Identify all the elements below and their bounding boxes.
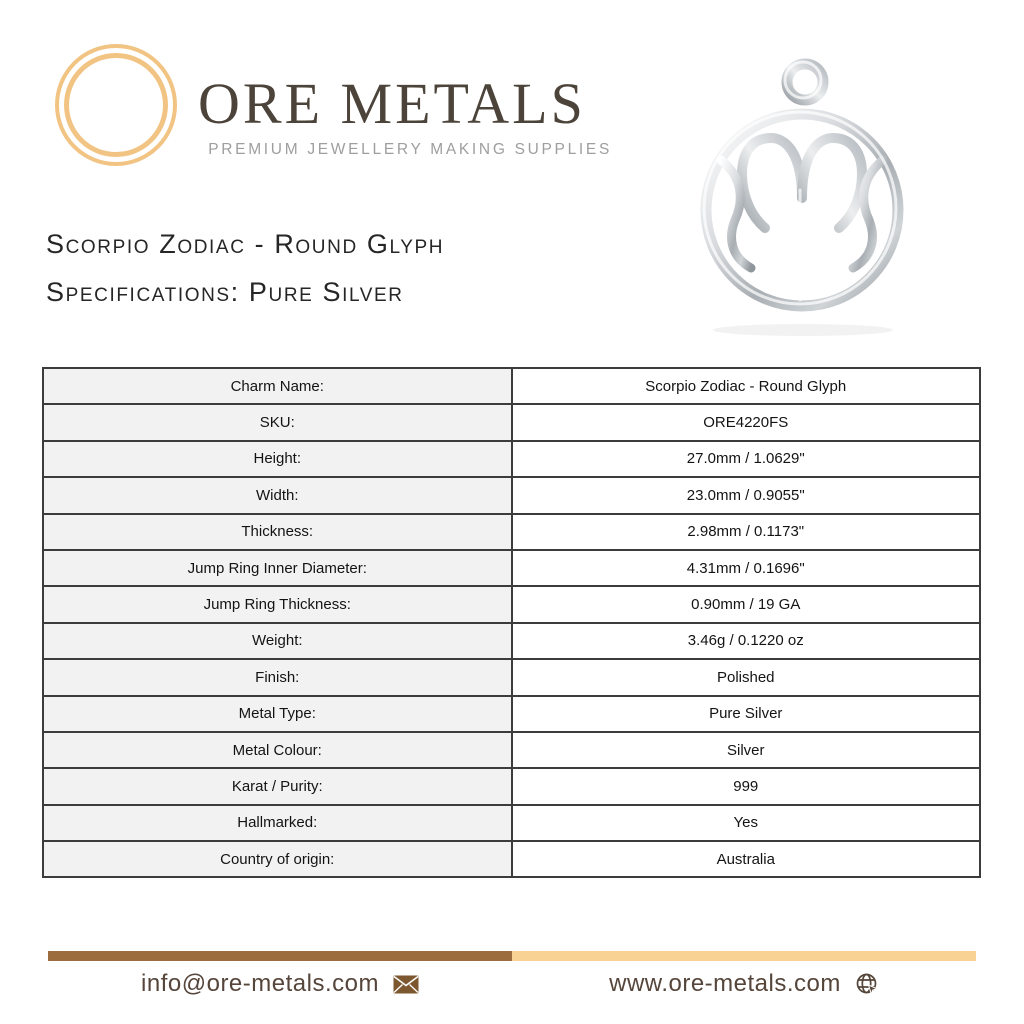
table-row (43, 441, 980, 477)
table-row (43, 404, 980, 440)
spec-label: Country of origin: (43, 841, 512, 877)
spec-value: 23.0mm / 0.9055" (512, 477, 981, 513)
double-ring-logo-icon (55, 44, 177, 166)
spec-value: 999 (512, 768, 981, 804)
spec-label: Jump Ring Inner Diameter: (43, 550, 512, 586)
brand-block (198, 70, 612, 159)
spec-value: 0.90mm / 19 GA (512, 586, 981, 622)
footer-divider-bar (48, 951, 976, 961)
spec-value: 4.31mm / 0.1696" (512, 550, 981, 586)
spec-label: Thickness: (43, 514, 512, 550)
spec-label: Height: (43, 441, 512, 477)
table-row (43, 550, 980, 586)
table-row (43, 586, 980, 622)
footer-website-group[interactable] (512, 962, 976, 1006)
spec-label: Metal Colour: (43, 732, 512, 768)
brand-name: ORE METALS (198, 71, 586, 136)
footer-email-group[interactable] (48, 962, 512, 1006)
email-address[interactable]: info@ore-metals.com (141, 970, 379, 997)
spec-value: Polished (512, 659, 981, 695)
table-row (43, 696, 980, 732)
table-row (43, 659, 980, 695)
spec-label: Hallmarked: (43, 805, 512, 841)
spec-label: Metal Type: (43, 696, 512, 732)
footer-contacts (48, 962, 976, 1006)
spec-label: Width: (43, 477, 512, 513)
spec-label: Jump Ring Thickness: (43, 586, 512, 622)
product-title-line1: Scorpio Zodiac - Round Glyph (46, 229, 445, 259)
spec-label: Finish: (43, 659, 512, 695)
zodiac-charm-image (685, 40, 925, 340)
spec-value: ORE4220FS (512, 404, 981, 440)
brand-tagline: PREMIUM JEWELLERY MAKING SUPPLIES (208, 141, 612, 158)
table-row (43, 732, 980, 768)
table-row (43, 368, 980, 404)
spec-value: Yes (512, 805, 981, 841)
envelope-icon (393, 975, 419, 994)
spec-value: Scorpio Zodiac - Round Glyph (512, 368, 981, 404)
table-row (43, 768, 980, 804)
spec-value: 2.98mm / 0.1173" (512, 514, 981, 550)
spec-label: SKU: (43, 404, 512, 440)
table-row (43, 477, 980, 513)
globe-icon (855, 972, 879, 996)
product-title (46, 220, 444, 316)
spec-table (42, 367, 981, 878)
spec-table-body (43, 368, 980, 877)
spec-value: Pure Silver (512, 696, 981, 732)
spec-label: Weight: (43, 623, 512, 659)
product-title-line2: Specifications: Pure Silver (46, 277, 404, 307)
spec-value: Silver (512, 732, 981, 768)
spec-value: 27.0mm / 1.0629" (512, 441, 981, 477)
table-row (43, 805, 980, 841)
table-row (43, 623, 980, 659)
table-row (43, 841, 980, 877)
spec-label: Charm Name: (43, 368, 512, 404)
website-address[interactable]: www.ore-metals.com (609, 970, 841, 997)
spec-label: Karat / Purity: (43, 768, 512, 804)
spec-value: Australia (512, 841, 981, 877)
table-row (43, 514, 980, 550)
spec-value: 3.46g / 0.1220 oz (512, 623, 981, 659)
